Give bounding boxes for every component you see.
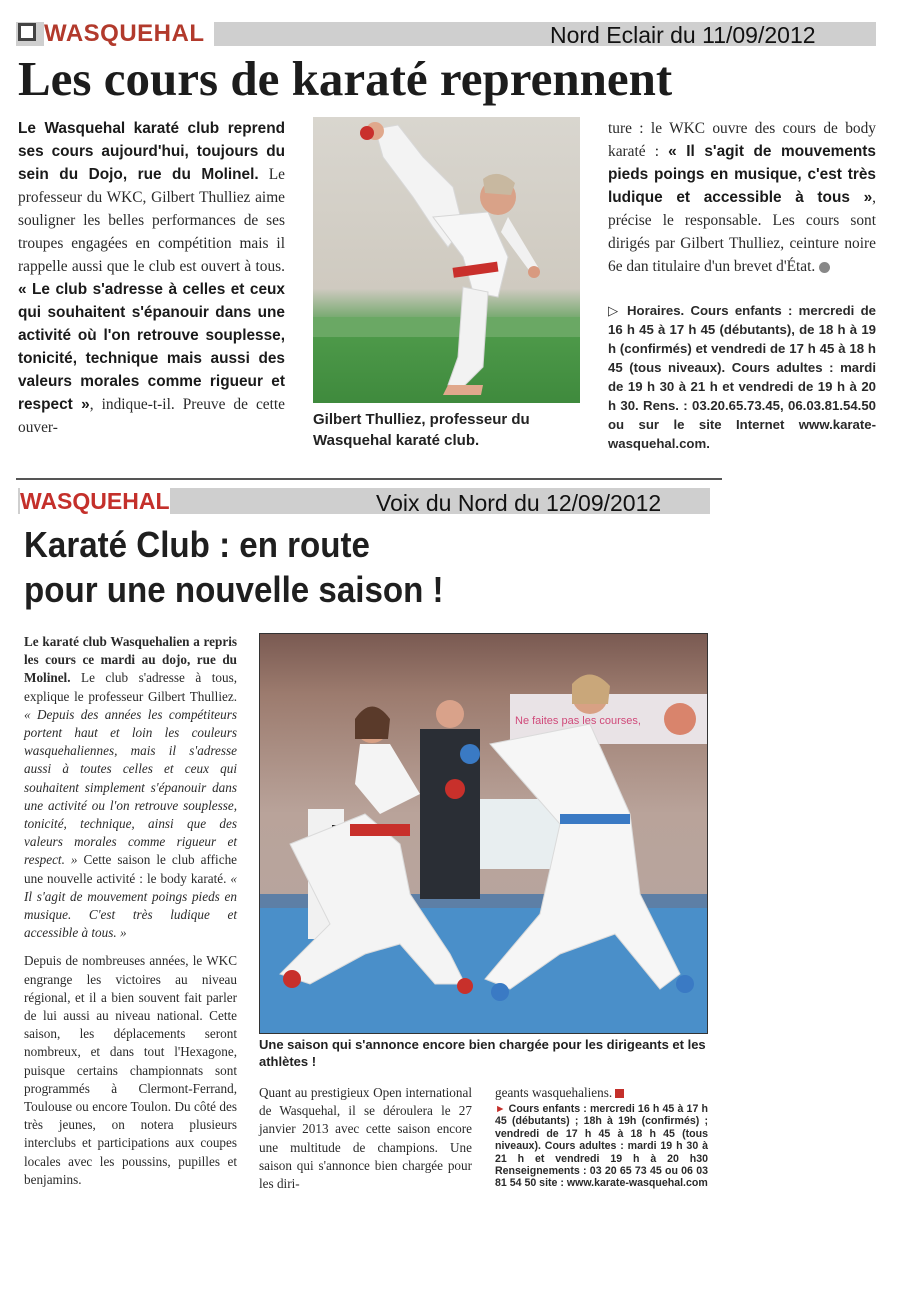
column-1-b (24, 633, 237, 1189)
body-text-b2: Cette saison le club affiche une nouvelle activité : le body karaté. (24, 852, 238, 886)
photo-caption: Gilbert Thulliez, professeur du Wasquehal karaté club. (313, 411, 530, 449)
body-text-2: , indique-t-il. Preuve de cette ouver- (18, 396, 286, 436)
triangle-icon: ▷ (608, 303, 628, 318)
article-title: Les cours de karaté reprennent (18, 51, 673, 106)
article-title-line-2: pour une nouvelle saison ! (24, 569, 444, 610)
paragraph-b2: Depuis de nombreuses années, le WKC engrange les victoires au niveau régional, et il a bien souvent fait parler de lui aussi au niveau national. Cette saison, les déplacements seront nombreux, et dans tout l'Hexagone, puisque certains championnats sont programmés à Clermont-Ferrand, Toulouse ou encore Toulon. Du côté des très jeunes, on notera plusieurs interclubs et participations aux coupes locales avec les poussins, pupilles et benjamins. (24, 953, 237, 1187)
source-label-2: Voix du Nord du 12/09/2012 (376, 490, 662, 516)
info-box (608, 301, 876, 453)
body-text: Le professeur du WKC, Gilbert Thulliez aime souligner les belles performances de ses troupes engagées en compétition mais il rappelle aussi que le club est ouvert à tous. (18, 166, 285, 275)
quote-text: « Le club s'adresse à celles et ceux qui souhaitent s'épanouir dans une activité où l'on retrouve souplesse, tonicité, technique mais aussi des valeurs morales comme rigueur et respect » (18, 281, 285, 413)
column-3 (608, 117, 876, 278)
photo-image-2 (260, 634, 707, 1033)
lead-text: Le Wasquehal karaté club reprend ses cours aujourd'hui, toujours du sein du Dojo, rue du Molinel. (18, 120, 285, 183)
quote-text-b1: « Depuis des années les compétiteurs portent haut et loin les couleurs wasquehaliennes, mais il s'adresse aussi à toutes celles et ceux qui souhaitent simplement s'épanouir dans une activité ou l'on retrouve souplesse, tonicité, technique, ainsi que des valeurs morales comme rigueur et respect. » (24, 706, 237, 868)
section-label-2: WASQUEHAL (20, 488, 170, 514)
body-text-4: , précise le responsable. Les cours sont dirigés par Gilbert Thulliez, ceinture noire 6e dan titulaire d'un brevet d'État. (608, 189, 876, 275)
column-2-text: Quant au prestigieux Open international de Wasquehal, il se déroulera le 27 janvier 2013 avec cette saison encore une multitude de champions. Une saison qui s'annonce bien chargée pour les diri- (259, 1085, 472, 1192)
lead-text-b: Le karaté club Wasquehalien a repris les cours ce mardi au dojo, rue du Molinel. (24, 634, 237, 686)
info-box-2 (495, 1103, 708, 1190)
quote-text-b2: « Il s'agit de mouvement poings pieds en musique. C'est très ludique et accessible à tous. » (24, 870, 237, 941)
info-text: Horaires. Cours enfants : mercredi de 16 h 45 à 17 h 45 (débutants), de 18 h à 19 h (confirmés) et vendredi de 17 h 45 à 18 h 45 (tous niveaux). Cours adultes : mardi de 19 h 30 à 21 h et vendredi de 19 h à 20 h 30. Rens. : 03.20.65.73.45, 06.03.81.54.50 ou sur le site Internet www.karate-wasquehal.com. (608, 303, 877, 451)
section-label: WASQUEHAL (44, 21, 214, 47)
square-icon (18, 23, 36, 41)
banner-text: Ne faites pas les courses, (515, 715, 641, 727)
sparring-photo (259, 633, 708, 1034)
photo-caption-2: Une saison qui s'annonce encore bien chargée pour les dirigeants et les athlètes ! (259, 1037, 706, 1069)
karate-kick-photo (313, 117, 580, 403)
column-1 (18, 117, 285, 439)
column-3-b (495, 1084, 708, 1190)
article-title-line-1: Karaté Club : en route (24, 524, 370, 565)
photo-image (313, 117, 580, 403)
source-label: Nord Eclair du 11/09/2012 (550, 22, 816, 48)
body-text-3: ture : le WKC ouvre des cours de body karaté : (608, 120, 876, 160)
body-text-b1: Le club s'adresse à tous, explique le professeur Gilbert Thulliez. (24, 670, 237, 704)
arrow-icon: ► (495, 1103, 509, 1115)
end-dot-icon (819, 262, 830, 273)
info-text-2: Cours enfants : mercredi 16 h 45 à 17 h 45 (débutants) ; 18h à 19h (confirmés) ; vendredi de 17 h 45 à 18 h 45 (tous niveaux). Cours adultes : mardi 19 h 30 à 21 h et vendredi 19 h à 20 h30 Renseignements : 03 20 65 73 45 ou 06 03 81 54 50 site : www.karate-wasquehal.com (495, 1103, 708, 1190)
column-3-text: geants wasquehaliens. (495, 1085, 613, 1100)
column-2-b (259, 1084, 472, 1193)
end-square-icon (615, 1089, 624, 1098)
quote-text-2: « Il s'agit de mouvements pieds poings en musique, c'est très ludique et accessible à tous » (608, 143, 876, 206)
divider (16, 478, 722, 480)
